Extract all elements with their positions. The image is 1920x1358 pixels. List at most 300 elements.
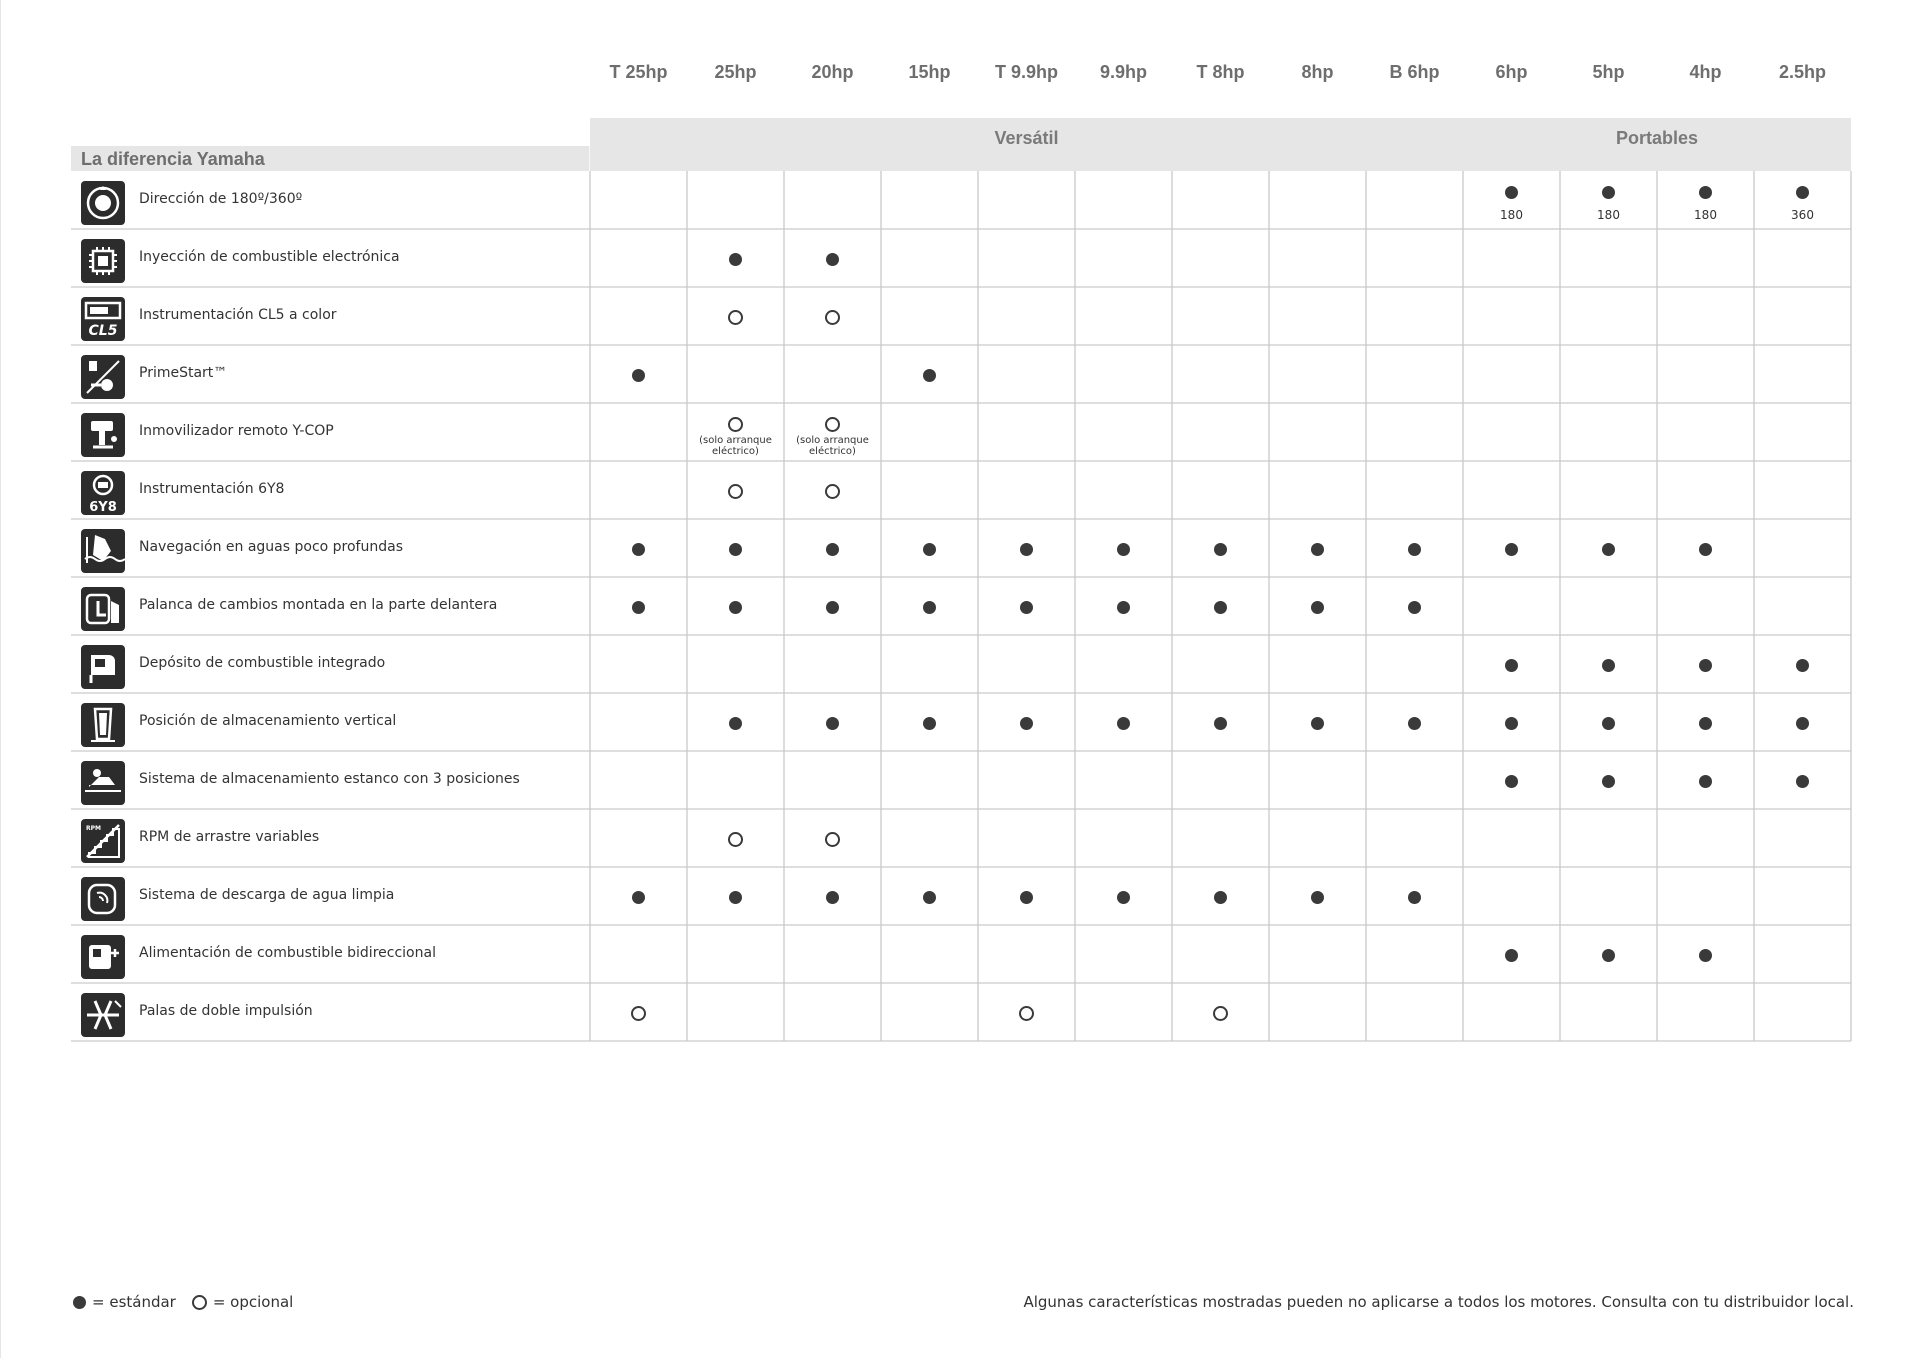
table-row [71, 403, 1854, 461]
footnote: Algunas características mostradas pueden no aplicarse a todos los motores. Consulta con tu distribuidor local. [1023, 1293, 1854, 1311]
table-cell [687, 287, 784, 345]
feature-label: Palas de doble impulsión [139, 1003, 313, 1019]
table-cell [1463, 287, 1560, 345]
table-cell [687, 867, 784, 925]
table-cell [978, 403, 1075, 461]
standard-mark [1505, 543, 1518, 556]
table-cell [687, 171, 784, 229]
table-cell [784, 635, 881, 693]
standard-mark [1311, 543, 1324, 556]
table-cell [1657, 287, 1754, 345]
table-cell [687, 635, 784, 693]
table-cell [1463, 403, 1560, 461]
table-cell [881, 287, 978, 345]
standard-mark [1311, 717, 1324, 730]
table-cell [1560, 925, 1657, 983]
table-cell [881, 751, 978, 809]
table-cell [1560, 693, 1657, 751]
table-cell [881, 403, 978, 461]
table-cell [1754, 461, 1851, 519]
cell-note: (solo arranque eléctrico) [796, 435, 869, 457]
standard-mark [632, 369, 645, 382]
table-cell [1172, 635, 1269, 693]
table-row [71, 171, 1854, 229]
table-cell [1754, 519, 1851, 577]
table-cell [687, 403, 784, 461]
table-cell [1172, 577, 1269, 635]
table-cell [590, 345, 687, 403]
table-cell [687, 809, 784, 867]
model-header: 2.5hp [1778, 62, 1826, 82]
table-cell [1172, 519, 1269, 577]
table-cell [1269, 867, 1366, 925]
table-cell [1754, 751, 1851, 809]
standard-mark [1020, 543, 1033, 556]
table-cell [1560, 751, 1657, 809]
table-cell [881, 809, 978, 867]
table-cell [1560, 229, 1657, 287]
table-cell [1463, 635, 1560, 693]
table-cell [1463, 867, 1560, 925]
table-cell [1075, 287, 1172, 345]
table-cell [784, 519, 881, 577]
standard-mark [1408, 601, 1421, 614]
table-row [71, 461, 1854, 519]
cell-note: 360 [1791, 208, 1814, 222]
table-cell [978, 693, 1075, 751]
table-cell [590, 751, 687, 809]
table-cell [784, 751, 881, 809]
table-cell [978, 809, 1075, 867]
standard-mark [1602, 775, 1615, 788]
table-cell [978, 287, 1075, 345]
legend-standard-dot [73, 1296, 86, 1309]
feature-label: Sistema de almacenamiento estanco con 3 posiciones [139, 771, 520, 787]
table-cell [978, 171, 1075, 229]
feature-label: Posición de almacenamiento vertical [139, 713, 397, 729]
standard-mark [826, 601, 839, 614]
standard-mark [1699, 659, 1712, 672]
table-cell [1754, 171, 1851, 229]
svg-text:CL5: CL5 [88, 323, 118, 339]
table-cell [1560, 635, 1657, 693]
table-cell [1754, 577, 1851, 635]
feature-label: Dirección de 180º/360º [139, 191, 303, 207]
table-cell [1754, 635, 1851, 693]
table-cell [1657, 519, 1754, 577]
table-cell [1269, 983, 1366, 1041]
table-cell [1075, 403, 1172, 461]
table-row [71, 809, 1854, 867]
table-row [71, 867, 1854, 925]
table-cell [1754, 867, 1851, 925]
standard-mark [729, 543, 742, 556]
table-cell [687, 983, 784, 1041]
standard-mark [1602, 543, 1615, 556]
table-cell [1366, 577, 1463, 635]
optional-mark [825, 310, 840, 325]
table-cell [1366, 809, 1463, 867]
model-header: 4hp [1689, 62, 1722, 82]
table-cell [1657, 345, 1754, 403]
primestart-icon [81, 355, 125, 399]
table-cell [590, 635, 687, 693]
table-cell [1657, 809, 1754, 867]
table-cell [1172, 287, 1269, 345]
table-cell [1754, 345, 1851, 403]
table-cell [881, 519, 978, 577]
table-cell [978, 751, 1075, 809]
table-cell [1463, 983, 1560, 1041]
storage-positions-icon [81, 761, 125, 805]
standard-mark [1505, 949, 1518, 962]
table-cell [784, 461, 881, 519]
standard-mark [1408, 891, 1421, 904]
standard-mark [1214, 717, 1227, 730]
table-cell [1657, 577, 1754, 635]
table-cell [1366, 925, 1463, 983]
table-cell [1657, 751, 1754, 809]
table-cell [1560, 287, 1657, 345]
table-cell [1463, 751, 1560, 809]
table-cell [1560, 867, 1657, 925]
table-cell [1560, 403, 1657, 461]
table-cell [1463, 577, 1560, 635]
table-cell [1560, 461, 1657, 519]
table-cell [881, 171, 978, 229]
table-cell [881, 577, 978, 635]
table-cell [1269, 751, 1366, 809]
standard-mark [826, 891, 839, 904]
cell-note: (solo arranque eléctrico) [699, 435, 772, 457]
table-cell [784, 867, 881, 925]
standard-mark [1602, 717, 1615, 730]
table-cell [687, 751, 784, 809]
table-cell [590, 693, 687, 751]
table-row [71, 925, 1854, 983]
table-cell [1172, 345, 1269, 403]
table-cell [978, 461, 1075, 519]
feature-label: Inyección de combustible electrónica [139, 249, 400, 265]
standard-mark [729, 891, 742, 904]
standard-mark [1699, 186, 1712, 199]
standard-mark [632, 601, 645, 614]
table-cell [1269, 403, 1366, 461]
table-cell [1366, 229, 1463, 287]
standard-mark [1796, 659, 1809, 672]
group-band [1463, 118, 1851, 171]
table-cell [1172, 403, 1269, 461]
optional-mark [728, 832, 743, 847]
group-band [590, 118, 1463, 171]
table-cell [1366, 345, 1463, 403]
table-cell [1269, 229, 1366, 287]
table-cell [1269, 925, 1366, 983]
table-cell [1075, 925, 1172, 983]
table-cell [1075, 751, 1172, 809]
cell-note: 180 [1500, 208, 1523, 222]
table-cell [1657, 635, 1754, 693]
table-row [71, 229, 1854, 287]
feature-label: Palanca de cambios montada en la parte delantera [139, 597, 498, 613]
feature-label: Instrumentación CL5 a color [139, 307, 337, 323]
table-cell [1075, 983, 1172, 1041]
table-cell [1463, 171, 1560, 229]
legend-optional-label: = opcional [212, 1293, 294, 1311]
table-cell [1172, 809, 1269, 867]
feature-label: Instrumentación 6Y8 [139, 481, 285, 497]
table-cell [1366, 171, 1463, 229]
table-cell [784, 925, 881, 983]
table-cell [1463, 925, 1560, 983]
table-cell [1560, 519, 1657, 577]
standard-mark [1505, 775, 1518, 788]
table-cell [590, 461, 687, 519]
feature-label: Sistema de descarga de agua limpia [139, 887, 395, 903]
feature-label: PrimeStart™ [139, 365, 228, 381]
table-cell [1172, 925, 1269, 983]
standard-mark [1408, 543, 1421, 556]
table-cell [881, 925, 978, 983]
table-cell [1366, 461, 1463, 519]
table-cell [978, 925, 1075, 983]
table-cell [1366, 867, 1463, 925]
standard-mark [632, 543, 645, 556]
optional-mark [1019, 1006, 1034, 1021]
optional-mark [825, 484, 840, 499]
model-header: 6hp [1495, 62, 1528, 82]
feature-label: Depósito de combustible integrado [139, 655, 386, 671]
standard-mark [1602, 949, 1615, 962]
table-cell [1269, 345, 1366, 403]
table-cell [1560, 171, 1657, 229]
table-cell [881, 461, 978, 519]
table-cell [1754, 925, 1851, 983]
table-cell [687, 345, 784, 403]
6y8-gauge-icon [81, 471, 125, 515]
group-label: Portables [1615, 128, 1699, 148]
table-cell [1366, 693, 1463, 751]
table-cell [784, 345, 881, 403]
vertical-storage-icon [81, 703, 125, 747]
table-cell [881, 867, 978, 925]
table-cell [1754, 403, 1851, 461]
standard-mark [729, 717, 742, 730]
standard-mark [923, 717, 936, 730]
standard-mark [1117, 717, 1130, 730]
table-cell [881, 983, 978, 1041]
table-cell [590, 809, 687, 867]
table-cell [1463, 693, 1560, 751]
table-cell [1172, 751, 1269, 809]
legend-optional-ring [192, 1295, 207, 1310]
model-header: T 8hp [1196, 62, 1245, 82]
standard-mark [632, 891, 645, 904]
model-header: 8hp [1301, 62, 1334, 82]
table-title: La diferencia Yamaha [81, 149, 265, 169]
model-header: B 6hp [1389, 62, 1440, 82]
standard-mark [1699, 543, 1712, 556]
table-cell [590, 925, 687, 983]
model-header: 25hp [714, 62, 757, 82]
table-cell [590, 403, 687, 461]
table-cell [881, 345, 978, 403]
table-cell [1366, 635, 1463, 693]
model-header: 9.9hp [1099, 62, 1147, 82]
table-cell [1657, 403, 1754, 461]
optional-mark [631, 1006, 646, 1021]
table-cell [1463, 461, 1560, 519]
standard-mark [1796, 717, 1809, 730]
table-cell [687, 577, 784, 635]
table-cell [1075, 693, 1172, 751]
table-cell [784, 403, 881, 461]
standard-mark [1020, 601, 1033, 614]
standard-mark [923, 543, 936, 556]
cell-note: 180 [1694, 208, 1717, 222]
table-cell [1463, 809, 1560, 867]
optional-mark [1213, 1006, 1228, 1021]
flush-system-icon [81, 877, 125, 921]
table-row [71, 693, 1854, 751]
standard-mark [1214, 543, 1227, 556]
table-cell [1172, 461, 1269, 519]
table-cell [1075, 345, 1172, 403]
table-cell [1269, 171, 1366, 229]
table-cell [1366, 983, 1463, 1041]
table-cell [1075, 577, 1172, 635]
table-cell [1269, 577, 1366, 635]
table-cell [1657, 925, 1754, 983]
standard-mark [923, 601, 936, 614]
standard-mark [1699, 775, 1712, 788]
model-header: 20hp [811, 62, 854, 82]
table-cell [1075, 171, 1172, 229]
dual-thrust-prop-icon [81, 993, 125, 1037]
standard-mark [826, 717, 839, 730]
table-cell [1269, 287, 1366, 345]
legend [73, 1293, 293, 1311]
table-cell [978, 577, 1075, 635]
standard-mark [826, 253, 839, 266]
legend-standard-label: = estándar [92, 1293, 176, 1311]
table-cell [978, 229, 1075, 287]
optional-mark [728, 484, 743, 499]
table-cell [1754, 693, 1851, 751]
table-cell [590, 287, 687, 345]
table-cell [1172, 229, 1269, 287]
table-cell [590, 867, 687, 925]
table-cell [1172, 693, 1269, 751]
bidirectional-fuel-icon [81, 935, 125, 979]
optional-mark [825, 832, 840, 847]
standard-mark [1602, 186, 1615, 199]
table-cell [1560, 577, 1657, 635]
model-header: 5hp [1592, 62, 1625, 82]
table-cell [1754, 287, 1851, 345]
standard-mark [1214, 601, 1227, 614]
feature-label: Inmovilizador remoto Y-COP [139, 423, 334, 439]
table-cell [590, 229, 687, 287]
table-cell [687, 693, 784, 751]
optional-mark [825, 417, 840, 432]
table-cell [1172, 983, 1269, 1041]
table-cell [1172, 867, 1269, 925]
table-cell [1560, 983, 1657, 1041]
table-cell [1560, 345, 1657, 403]
steering-icon [81, 181, 125, 225]
rpm-stairs-icon [81, 819, 125, 863]
standard-mark [1117, 601, 1130, 614]
table-cell [784, 287, 881, 345]
svg-text:6Y8: 6Y8 [89, 500, 117, 515]
standard-mark [1020, 891, 1033, 904]
table-cell [687, 229, 784, 287]
standard-mark [729, 601, 742, 614]
table-cell [1075, 635, 1172, 693]
table-cell [1075, 229, 1172, 287]
table-cell [1560, 809, 1657, 867]
cell-note: 180 [1597, 208, 1620, 222]
standard-mark [729, 253, 742, 266]
standard-mark [1117, 543, 1130, 556]
shallow-water-icon [81, 529, 125, 573]
table-row [71, 751, 1854, 809]
standard-mark [1602, 659, 1615, 672]
table-row [71, 983, 1854, 1041]
table-cell [687, 461, 784, 519]
table-cell [1754, 229, 1851, 287]
standard-mark [1117, 891, 1130, 904]
table-cell [1366, 751, 1463, 809]
table-cell [1075, 461, 1172, 519]
standard-mark [1699, 717, 1712, 730]
standard-mark [1311, 891, 1324, 904]
table-cell [1366, 519, 1463, 577]
table-cell [881, 229, 978, 287]
table-cell [1657, 461, 1754, 519]
table-cell [1269, 635, 1366, 693]
table-cell [1657, 983, 1754, 1041]
table-cell [1463, 519, 1560, 577]
table-cell [881, 693, 978, 751]
model-header: 15hp [908, 62, 951, 82]
table-cell [1269, 693, 1366, 751]
standard-mark [1796, 186, 1809, 199]
group-label: Versátil [994, 128, 1059, 148]
table-cell [978, 635, 1075, 693]
table-row [71, 577, 1854, 635]
table-cell [590, 983, 687, 1041]
table-cell [978, 345, 1075, 403]
table-cell [1269, 461, 1366, 519]
table-cell [1754, 809, 1851, 867]
standard-mark [1796, 775, 1809, 788]
icon-caption: RPM [86, 825, 101, 832]
table-cell [1366, 287, 1463, 345]
feature-label: Navegación en aguas poco profundas [139, 539, 403, 555]
standard-mark [1505, 186, 1518, 199]
table-cell [1657, 867, 1754, 925]
table-row [71, 345, 1854, 403]
table-cell [1463, 345, 1560, 403]
standard-mark [1505, 717, 1518, 730]
standard-mark [1505, 659, 1518, 672]
table-cell [687, 519, 784, 577]
table-cell [784, 577, 881, 635]
fuel-tank-icon [81, 645, 125, 689]
standard-mark [1214, 891, 1227, 904]
